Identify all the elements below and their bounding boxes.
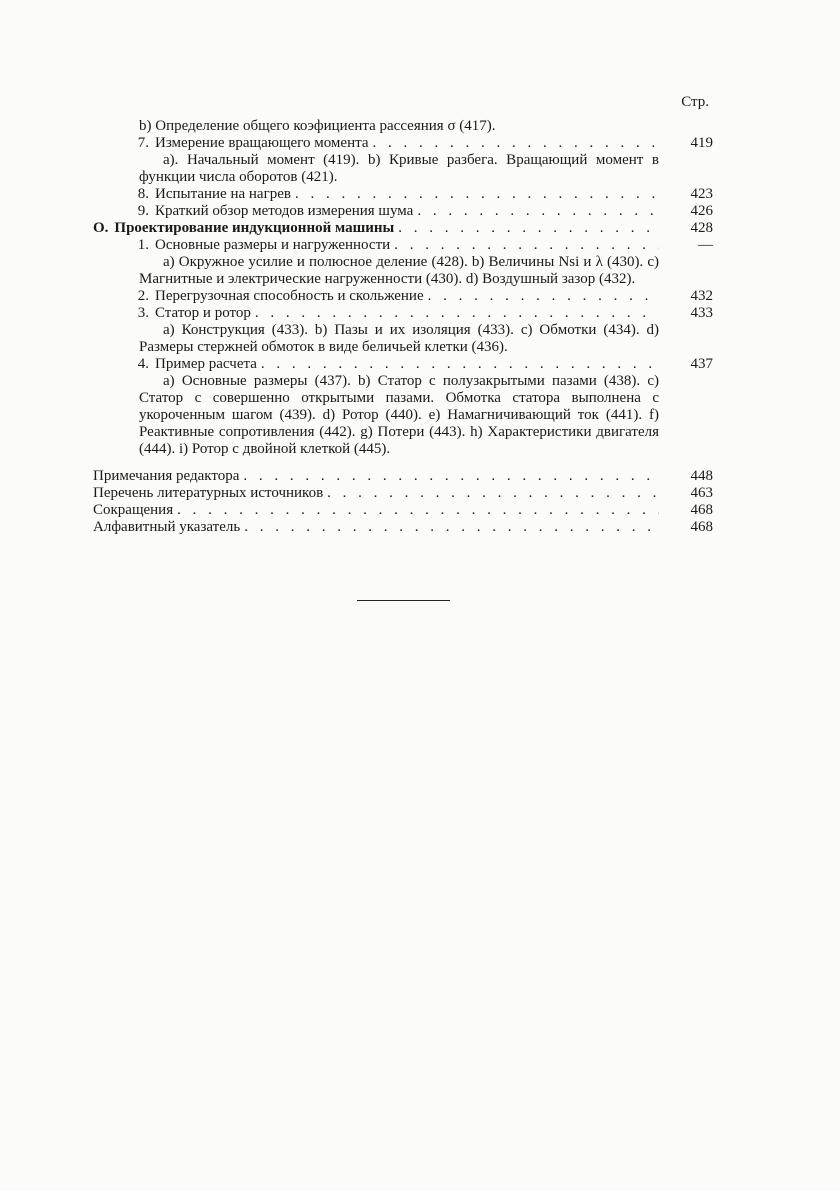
leader-dots	[428, 288, 659, 305]
entry-title: Испытание на нагрев	[155, 186, 291, 202]
entry-number: 1.	[137, 237, 149, 253]
entry-page-number: 463	[690, 485, 713, 501]
toc-subentries: а). Начальный момент (419). b) Кривые разбега. Вращающий момент в функции числа оборотов (421).	[139, 152, 659, 185]
toc-entry[interactable]	[93, 203, 713, 220]
entry-page-number: 419	[690, 135, 713, 151]
leader-dots	[394, 237, 659, 254]
toc-entry[interactable]	[93, 305, 713, 322]
toc-entry[interactable]	[93, 237, 713, 254]
entry-page-number: 468	[690, 519, 713, 535]
toc-entry[interactable]	[93, 186, 713, 203]
entry-title: Статор и ротор	[155, 305, 251, 321]
entry-title: Алфавитный указатель	[93, 519, 241, 535]
toc-section[interactable]	[93, 220, 713, 237]
entry-title: Пример расчета	[155, 356, 257, 372]
leader-dots	[243, 468, 659, 485]
entry-page-number: —	[698, 237, 713, 253]
toc-entry[interactable]	[93, 468, 713, 485]
entry-number: О.	[93, 220, 109, 236]
entry-page-number: 437	[690, 356, 713, 372]
toc-subentry: b) Определение общего коэфициента рассеяния σ (417).	[139, 118, 496, 134]
toc-entry[interactable]	[93, 135, 713, 152]
table-of-contents	[93, 94, 713, 536]
entry-number: 4.	[137, 356, 149, 372]
entry-title: Перегрузочная способность и скольжение	[155, 288, 424, 304]
leader-dots	[398, 220, 659, 237]
entry-title: Примечания редактора	[93, 468, 240, 484]
toc-subentries: а) Основные размеры (437). b) Статор с полузакрытыми пазами (438). c) Статор с совершенно открытыми пазами. Обмотка статора выполнена с укороченным шагом (439). d) Ротор (440). e) Намагничивающий ток (441). f) Реактивные сопротивления (442). g) Потери (443). h) Характеристики двигателя (444). i) Ротор с двойной клеткой (445).	[139, 373, 659, 457]
entry-title: Проектирование индукционной машины	[114, 220, 395, 236]
entry-title: Основные размеры и нагруженности	[155, 237, 391, 253]
entry-title: Сокращения	[93, 502, 174, 518]
entry-page-number: 428	[690, 220, 713, 236]
entry-number: 3.	[137, 305, 149, 321]
toc-entry[interactable]	[93, 485, 713, 502]
leader-dots	[373, 135, 660, 152]
leader-dots	[177, 502, 659, 519]
leader-dots	[327, 485, 659, 502]
page-column-header: Стр.	[681, 94, 709, 110]
toc-entry[interactable]	[93, 502, 713, 519]
entry-page-number: 432	[690, 288, 713, 304]
toc-entry[interactable]	[93, 288, 713, 305]
leader-dots	[244, 519, 659, 536]
leader-dots	[417, 203, 659, 220]
entry-number: 7.	[137, 135, 149, 151]
entry-title: Перечень литературных источников	[93, 485, 324, 501]
toc-subentries: а) Конструкция (433). b) Пазы и их изоляция (433). c) Обмотки (434). d) Размеры стержней обмоток в виде беличьей клетки (436).	[139, 322, 659, 355]
entry-number: 8.	[137, 186, 149, 202]
entry-page-number: 426	[690, 203, 713, 219]
entry-title: Краткий обзор методов измерения шума	[155, 203, 414, 219]
toc-entries	[93, 118, 713, 536]
leader-dots	[255, 305, 659, 322]
entry-number: 2.	[137, 288, 149, 304]
entry-page-number: 448	[690, 468, 713, 484]
entry-page-number: 433	[690, 305, 713, 321]
end-rule	[357, 600, 450, 601]
toc-subentries: а) Окружное усилие и полюсное деление (428). b) Величины Nsi и λ (430). c) Магнитные и электрические нагруженности (430). d) Воздушный зазор (432).	[139, 254, 659, 287]
entry-number: 9.	[137, 203, 149, 219]
leader-dots	[261, 356, 659, 373]
toc-entry[interactable]	[93, 356, 713, 373]
toc-entry[interactable]	[93, 519, 713, 536]
entry-page-number: 468	[690, 502, 713, 518]
leader-dots	[295, 186, 659, 203]
entry-title: Измерение вращающего момента	[155, 135, 369, 151]
entry-page-number: 423	[690, 186, 713, 202]
